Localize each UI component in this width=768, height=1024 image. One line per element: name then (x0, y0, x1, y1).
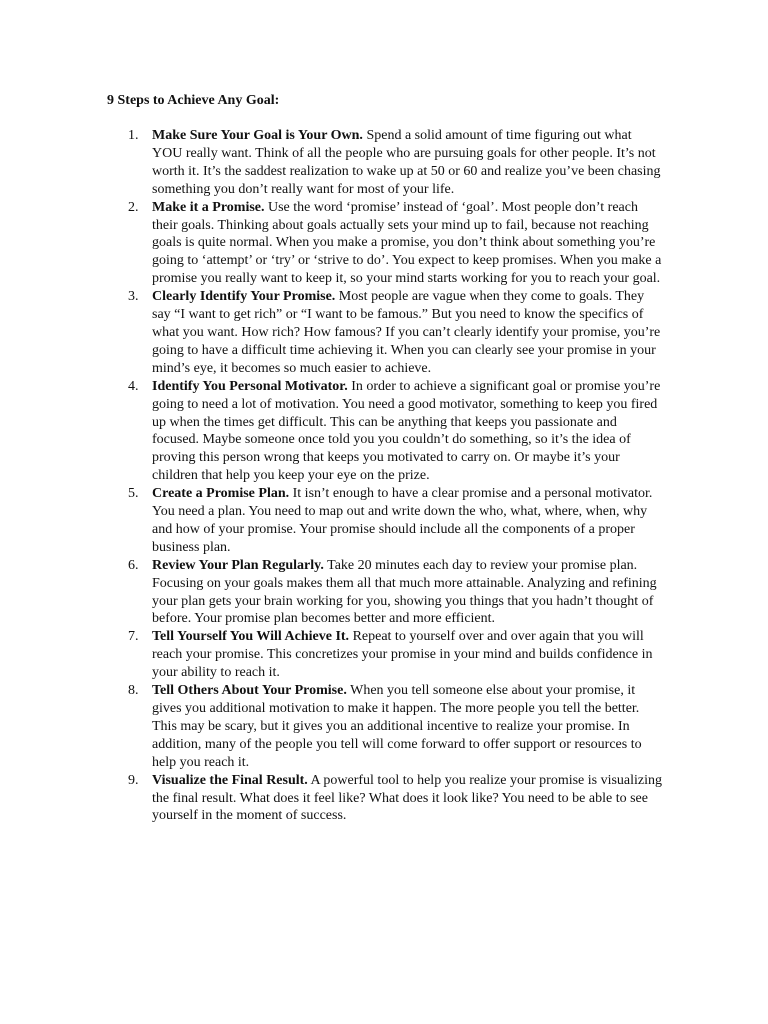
step-9 (128, 772, 664, 826)
step-body: When you tell someone else about your promise, it gives you additional motivation to make it happen. The more people you tell the better. This may be scary, but it gives you an additional incentive to realize your promise. In addition, many of the people you tell will come forward to offer support or resources to help you reach it. (152, 683, 642, 770)
step-number: 7. (128, 629, 139, 645)
step-number: 4. (128, 378, 139, 394)
step-body: In order to achieve a significant goal or promise you’re going to need a lot of motivation. You need a good motivator, something to keep you fired up when the times get difficult. This can be anything that keeps you passionate and focused. Maybe someone once told you you couldn’t do something, so it’s the idea of proving this person wrong that keeps you motivated to carry on. Or maybe it’s your children that help you keep your eye on the prize. (152, 378, 661, 484)
step-heading: Identify You Personal Motivator. (152, 378, 348, 394)
step-8 (128, 682, 664, 772)
document-title: 9 Steps to Achieve Any Goal: (107, 93, 280, 108)
step-2 (128, 199, 664, 289)
step-number: 3. (128, 289, 139, 305)
step-body: Use the word ‘promise’ instead of ‘goal’. Most people don’t reach their goals. Thinking about goals actually sets your mind up to fail, because not reaching goals is quite normal. When you make a promise, you don’t think about something you’re going to ‘attempt’ or ‘try’ or ‘strive to do’. You expect to keep promises. When you make a promise you really want to keep it, so your mind starts working for you to reach your goal. (152, 199, 662, 287)
step-number: 6. (128, 557, 139, 573)
step-6 (128, 557, 664, 629)
step-number: 2. (128, 199, 139, 215)
step-heading: Make Sure Your Goal is Your Own. (152, 128, 363, 143)
step-number: 5. (128, 486, 139, 502)
step-4 (128, 378, 664, 485)
step-body: Take 20 minutes each day to review your promise plan. Focusing on your goals makes them all that much more attainable. Analyzing and refining your plan gets your brain working for you, showing you things that you hadn’t thought of before. Your promise plan becomes better and more efficient. (152, 557, 657, 627)
step-body: Most people are vague when they come to goals. They say “I want to get rich” or “I want to be famous.” But you need to know the specifics of what you want. How rich? How famous? If you can’t clearly identify your promise, you’re going to have a difficult time achieving it. When you can clearly see your promise in your mind’s eye, it becomes so much easier to achieve. (152, 289, 661, 376)
step-heading: Tell Others About Your Promise. (152, 683, 347, 699)
step-body: A powerful tool to help you realize your promise is visualizing the final result. What does it feel like? What does it look like? You need to be able to see yourself in the moment of success. (152, 772, 663, 824)
step-body: Repeat to yourself over and over again that you will reach your promise. This concretizes your promise in your mind and builds confidence in your ability to reach it. (152, 629, 653, 681)
step-heading: Make it a Promise. (152, 199, 265, 215)
step-number: 8. (128, 683, 139, 699)
step-heading: Clearly Identify Your Promise. (152, 289, 336, 305)
steps-list (128, 127, 664, 825)
step-5 (128, 485, 664, 557)
step-heading: Visualize the Final Result. (152, 772, 308, 788)
step-1 (128, 127, 664, 199)
step-3 (128, 288, 664, 378)
step-heading: Create a Promise Plan. (152, 486, 290, 502)
step-number: 1. (128, 128, 139, 143)
step-7 (128, 628, 664, 682)
step-heading: Review Your Plan Regularly. (152, 557, 324, 573)
step-number: 9. (128, 772, 139, 788)
step-heading: Tell Yourself You Will Achieve It. (152, 629, 350, 645)
step-body: It isn’t enough to have a clear promise and a personal motivator. You need a plan. You need to map out and write down the who, what, where, when, why and how of your promise. Your promise should include all the components of a proper business plan. (152, 486, 653, 555)
step-body: Spend a solid amount of time figuring out what YOU really want. Think of all the people who are pursuing goals for other people. It’s not worth it. It’s the saddest realization to wake up at 50 or 60 and realize you’ve been chasing something you don’t really want for most of your life. (152, 128, 661, 197)
